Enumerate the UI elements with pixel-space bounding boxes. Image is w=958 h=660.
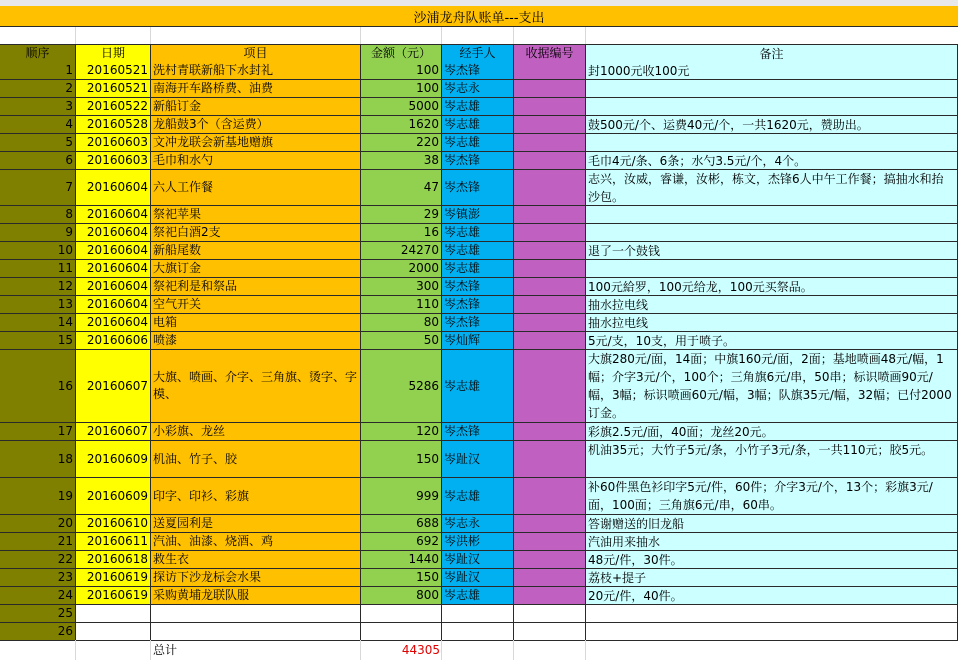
cell-seq[interactable]: 26 <box>0 623 76 641</box>
cell-amount[interactable]: 999 <box>361 478 442 515</box>
cell-seq[interactable]: 22 <box>0 551 76 569</box>
cell-seq[interactable]: 2 <box>0 80 76 98</box>
cell-receipt[interactable] <box>514 242 586 260</box>
cell-receipt[interactable] <box>514 314 586 332</box>
cell-note[interactable]: 抽水拉电线 <box>586 314 958 332</box>
cell-note[interactable]: 鼓500元/个、运费40元/个，一共1620元，赞助出。 <box>586 116 958 134</box>
table-row <box>0 423 958 441</box>
cell-note[interactable]: 5元/支，10支，用于喷子。 <box>586 332 958 350</box>
table-row <box>0 206 958 224</box>
table-row <box>0 116 958 134</box>
cell-amount[interactable]: 100 <box>361 62 442 80</box>
cell-date[interactable]: 20160604 <box>76 260 151 278</box>
cell-note[interactable] <box>586 623 958 641</box>
cell-handler[interactable]: 岑趾汉 <box>442 569 514 587</box>
cell-amount[interactable]: 688 <box>361 515 442 533</box>
cell-date[interactable] <box>76 623 151 641</box>
cell-note[interactable] <box>586 134 958 152</box>
cell-handler[interactable]: 岑志雄 <box>442 98 514 116</box>
cell-handler[interactable]: 岑志永 <box>442 515 514 533</box>
table-row <box>0 62 958 80</box>
table-row <box>0 224 958 242</box>
cell-date[interactable] <box>76 605 151 623</box>
cell-handler[interactable]: 岑志雄 <box>442 116 514 134</box>
cell-item[interactable]: 电箱 <box>151 314 361 332</box>
cell-handler[interactable]: 岑杰锋 <box>442 296 514 314</box>
cell-seq[interactable]: 14 <box>0 314 76 332</box>
cell-receipt[interactable] <box>514 551 586 569</box>
cell-amount[interactable] <box>361 605 442 623</box>
cell-item[interactable]: 送夏园利是 <box>151 515 361 533</box>
cell-date[interactable]: 20160521 <box>76 62 151 80</box>
cell-handler[interactable]: 岑志永 <box>442 80 514 98</box>
cell-amount[interactable]: 800 <box>361 587 442 605</box>
header-item[interactable]: 项目 <box>151 45 361 63</box>
cell-amount[interactable]: 50 <box>361 332 442 350</box>
cell-receipt[interactable] <box>514 569 586 587</box>
table-row <box>0 332 958 350</box>
total-row <box>0 640 958 660</box>
table-row <box>0 441 958 478</box>
cell-amount[interactable]: 692 <box>361 533 442 551</box>
cell-seq[interactable]: 20 <box>0 515 76 533</box>
cell-amount[interactable]: 29 <box>361 206 442 224</box>
cell-item[interactable]: 救生衣 <box>151 551 361 569</box>
cell-handler[interactable]: 岑志雄 <box>442 478 514 515</box>
cell-amount[interactable]: 5000 <box>361 98 442 116</box>
cell-receipt[interactable] <box>514 605 586 623</box>
cell-handler[interactable]: 岑杰锋 <box>442 278 514 296</box>
table-header <box>0 44 958 63</box>
cell-receipt[interactable] <box>514 332 586 350</box>
cell-seq[interactable]: 10 <box>0 242 76 260</box>
cell-seq[interactable]: 13 <box>0 296 76 314</box>
cell-handler[interactable]: 岑趾汉 <box>442 551 514 569</box>
cell-handler[interactable]: 岑志雄 <box>442 242 514 260</box>
cell-seq[interactable]: 19 <box>0 478 76 515</box>
cell-note[interactable] <box>586 260 958 278</box>
cell-note[interactable]: 大旗280元/面，14面；中旗160元/面，2面；基地喷画48元/幅，1幅；介字3元/个，100个；三角旗6元/串，50串；标识喷画90元/幅，3幅；标识喷画60元/幅，3幅；队旗35元/幅，32幅；已付2000订金。 <box>586 350 958 423</box>
cell-item[interactable]: 探访下沙龙标会水果 <box>151 569 361 587</box>
cell-item[interactable]: 毛巾和水勺 <box>151 152 361 170</box>
cell-item[interactable]: 洗村青联新船下水封礼 <box>151 62 361 80</box>
cell-date[interactable]: 20160603 <box>76 134 151 152</box>
cell-date[interactable]: 20160609 <box>76 441 151 478</box>
cell-note[interactable]: 抽水拉电线 <box>586 296 958 314</box>
cell-date[interactable]: 20160604 <box>76 278 151 296</box>
cell-note[interactable]: 20元/件，40件。 <box>586 587 958 605</box>
cell-note[interactable] <box>586 98 958 116</box>
cell-note[interactable]: 退了一个鼓钱 <box>586 242 958 260</box>
cell-note[interactable]: 志兴，汝威，睿谦，汝彬，栋文，杰锋6人中午工作餐；搞抽水和抬沙包。 <box>586 170 958 206</box>
cell-handler[interactable]: 岑杰锋 <box>442 170 514 206</box>
table-row <box>0 80 958 98</box>
cell-handler[interactable]: 岑杰锋 <box>442 423 514 441</box>
cell-date[interactable]: 20160521 <box>76 80 151 98</box>
cell-handler[interactable]: 岑志雄 <box>442 224 514 242</box>
table-row <box>0 152 958 170</box>
table-row <box>0 478 958 515</box>
cell-date[interactable]: 20160609 <box>76 478 151 515</box>
cell-note[interactable] <box>586 80 958 98</box>
cell-seq[interactable]: 9 <box>0 224 76 242</box>
table-row <box>0 569 958 587</box>
cell-receipt[interactable] <box>514 623 586 641</box>
cell-date[interactable]: 20160528 <box>76 116 151 134</box>
cell-date[interactable]: 20160604 <box>76 170 151 206</box>
cell-handler[interactable]: 岑志雄 <box>442 134 514 152</box>
cell-amount[interactable]: 16 <box>361 224 442 242</box>
cell-note[interactable] <box>586 206 958 224</box>
cell-date[interactable]: 20160618 <box>76 551 151 569</box>
cell-item[interactable]: 采购黄埔龙联队服 <box>151 587 361 605</box>
cell-amount[interactable]: 220 <box>361 134 442 152</box>
cell-seq[interactable]: 12 <box>0 278 76 296</box>
cell-seq[interactable]: 21 <box>0 533 76 551</box>
cell-date[interactable]: 20160619 <box>76 569 151 587</box>
total-label: 总计 <box>153 643 178 657</box>
cell-receipt[interactable] <box>514 587 586 605</box>
cell-receipt[interactable] <box>514 278 586 296</box>
cell-receipt[interactable] <box>514 515 586 533</box>
cell-item[interactable]: 文冲龙联会新基地赠旗 <box>151 134 361 152</box>
cell-receipt[interactable] <box>514 80 586 98</box>
cell-note[interactable]: 毛巾4元/条、6条；水勺3.5元/个，4个。 <box>586 152 958 170</box>
cell-receipt[interactable] <box>514 260 586 278</box>
table-row <box>0 242 958 260</box>
cell-note[interactable]: 汽油用来抽水 <box>586 533 958 551</box>
cell-date[interactable]: 20160607 <box>76 350 151 423</box>
cell-note[interactable]: 答谢赠送的旧龙船 <box>586 515 958 533</box>
cell-amount[interactable]: 120 <box>361 423 442 441</box>
table-row <box>0 533 958 551</box>
header-amount[interactable]: 金额（元） <box>361 45 442 63</box>
cell-receipt[interactable] <box>514 62 586 80</box>
table-row <box>0 605 958 623</box>
sheet-title: 沙浦龙舟队账单---支出 <box>0 6 958 27</box>
cell-seq[interactable]: 18 <box>0 441 76 478</box>
cell-handler[interactable]: 岑志雄 <box>442 350 514 423</box>
cell-amount[interactable]: 150 <box>361 569 442 587</box>
cell-seq[interactable]: 6 <box>0 152 76 170</box>
cell-amount[interactable]: 80 <box>361 314 442 332</box>
cell-note[interactable]: 机油35元；大竹子5元/条，小竹子3元/条，一共110元；胶5元。 <box>586 441 958 478</box>
header-note[interactable]: 备注 <box>586 45 958 63</box>
cell-seq[interactable]: 24 <box>0 587 76 605</box>
cell-handler[interactable] <box>442 623 514 641</box>
cell-amount[interactable]: 300 <box>361 278 442 296</box>
cell-item[interactable]: 龙船鼓3个（含运费） <box>151 116 361 134</box>
cell-handler[interactable]: 岑志雄 <box>442 260 514 278</box>
cell-item[interactable]: 六人工作餐 <box>151 170 361 206</box>
cell-seq[interactable]: 4 <box>0 116 76 134</box>
cell-receipt[interactable] <box>514 224 586 242</box>
cell-handler[interactable]: 岑杰锋 <box>442 152 514 170</box>
cell-item[interactable]: 祭祀苹果 <box>151 206 361 224</box>
cell-amount[interactable]: 100 <box>361 80 442 98</box>
table-row <box>0 170 958 206</box>
cell-amount[interactable]: 38 <box>361 152 442 170</box>
table-row <box>0 587 958 605</box>
cell-date[interactable]: 20160603 <box>76 152 151 170</box>
cell-seq[interactable]: 25 <box>0 605 76 623</box>
cell-item[interactable]: 汽油、油漆、烧酒、鸡 <box>151 533 361 551</box>
cell-date[interactable]: 20160606 <box>76 332 151 350</box>
cell-item[interactable]: 大旗、喷画、介字、三角旗、烫字、字模、 <box>151 350 361 423</box>
cell-receipt[interactable] <box>514 116 586 134</box>
cell-amount[interactable]: 110 <box>361 296 442 314</box>
cell-seq[interactable]: 7 <box>0 170 76 206</box>
cell-seq[interactable]: 8 <box>0 206 76 224</box>
cell-receipt[interactable] <box>514 170 586 206</box>
cell-amount[interactable]: 2000 <box>361 260 442 278</box>
header-date[interactable]: 日期 <box>76 45 151 63</box>
cell-receipt[interactable] <box>514 350 586 423</box>
cell-item[interactable]: 空气开关 <box>151 296 361 314</box>
cell-handler[interactable]: 岑洪彬 <box>442 533 514 551</box>
cell-item[interactable]: 新船订金 <box>151 98 361 116</box>
cell-seq[interactable]: 16 <box>0 350 76 423</box>
table-row <box>0 350 958 423</box>
table-row <box>0 314 958 332</box>
cell-date[interactable]: 20160607 <box>76 423 151 441</box>
table-row <box>0 551 958 569</box>
cell-date[interactable]: 20160604 <box>76 206 151 224</box>
header-receipt[interactable]: 收据编号 <box>514 45 586 63</box>
cell-seq[interactable]: 1 <box>0 62 76 80</box>
cell-item[interactable] <box>151 623 361 641</box>
cell-seq[interactable]: 17 <box>0 423 76 441</box>
cell-seq[interactable]: 3 <box>0 98 76 116</box>
cell-receipt[interactable] <box>514 441 586 478</box>
cell-note[interactable]: 彩旗2.5元/面，40面；龙丝20元。 <box>586 423 958 441</box>
cell-receipt[interactable] <box>514 152 586 170</box>
cell-item[interactable]: 南海开车路桥费、油费 <box>151 80 361 98</box>
cell-date[interactable]: 20160522 <box>76 98 151 116</box>
cell-item[interactable]: 新船尾数 <box>151 242 361 260</box>
total-value[interactable]: 44305 <box>401 643 440 657</box>
cell-amount[interactable]: 1440 <box>361 551 442 569</box>
cell-note[interactable]: 封1000元收100元 <box>586 62 958 80</box>
cell-receipt[interactable] <box>514 533 586 551</box>
cell-date[interactable]: 20160610 <box>76 515 151 533</box>
cell-item[interactable]: 印字、印衫、彩旗 <box>151 478 361 515</box>
cell-receipt[interactable] <box>514 98 586 116</box>
cell-amount[interactable] <box>361 623 442 641</box>
cell-item[interactable]: 祭祀白酒2支 <box>151 224 361 242</box>
cell-amount[interactable]: 150 <box>361 441 442 478</box>
cell-item[interactable] <box>151 605 361 623</box>
cell-receipt[interactable] <box>514 478 586 515</box>
cell-note[interactable]: 补60件黑色衫印字5元/件，60件；介字3元/个，13个；彩旗3元/面，100面；三角旗6元/串，60串。 <box>586 478 958 515</box>
cell-seq[interactable]: 11 <box>0 260 76 278</box>
cell-receipt[interactable] <box>514 423 586 441</box>
cell-item[interactable]: 喷漆 <box>151 332 361 350</box>
cell-seq[interactable]: 15 <box>0 332 76 350</box>
cell-note[interactable]: 荔枝+提子 <box>586 569 958 587</box>
cell-date[interactable]: 20160604 <box>76 224 151 242</box>
table-row <box>0 260 958 278</box>
cell-date[interactable]: 20160604 <box>76 296 151 314</box>
cell-date[interactable]: 20160611 <box>76 533 151 551</box>
cell-receipt[interactable] <box>514 206 586 224</box>
table-row <box>0 296 958 314</box>
cell-amount[interactable]: 5286 <box>361 350 442 423</box>
header-handler[interactable]: 经手人 <box>442 45 514 63</box>
cell-date[interactable]: 20160604 <box>76 242 151 260</box>
cell-note[interactable] <box>586 224 958 242</box>
cell-item[interactable]: 祭祀利是和祭品 <box>151 278 361 296</box>
cell-handler[interactable]: 岑杰锋 <box>442 62 514 80</box>
cell-item[interactable]: 小彩旗、龙丝 <box>151 423 361 441</box>
cell-date[interactable]: 20160619 <box>76 587 151 605</box>
header-seq[interactable]: 顺序 <box>0 45 76 63</box>
cell-amount[interactable]: 24270 <box>361 242 442 260</box>
cell-item[interactable]: 机油、竹子、胶 <box>151 441 361 478</box>
cell-seq[interactable]: 5 <box>0 134 76 152</box>
cell-seq[interactable]: 23 <box>0 569 76 587</box>
cell-date[interactable]: 20160604 <box>76 314 151 332</box>
cell-note[interactable]: 48元/件，30件。 <box>586 551 958 569</box>
cell-note[interactable] <box>586 605 958 623</box>
cell-note[interactable]: 100元給罗，100元给龙，100元买祭品。 <box>586 278 958 296</box>
cell-handler[interactable]: 岑镇澎 <box>442 206 514 224</box>
table-row <box>0 515 958 533</box>
cell-receipt[interactable] <box>514 134 586 152</box>
cell-handler[interactable]: 岑志雄 <box>442 587 514 605</box>
cell-handler[interactable]: 岑杰锋 <box>442 314 514 332</box>
table-row <box>0 278 958 296</box>
cell-receipt[interactable] <box>514 296 586 314</box>
cell-handler[interactable] <box>442 605 514 623</box>
table-row <box>0 98 958 116</box>
cell-handler[interactable]: 岑趾汉 <box>442 441 514 478</box>
blank-row <box>0 27 958 44</box>
cell-item[interactable]: 大旗订金 <box>151 260 361 278</box>
cell-amount[interactable]: 47 <box>361 170 442 206</box>
cell-amount[interactable]: 1620 <box>361 116 442 134</box>
table-row <box>0 134 958 152</box>
table-row <box>0 623 958 641</box>
cell-handler[interactable]: 岑灿辉 <box>442 332 514 350</box>
